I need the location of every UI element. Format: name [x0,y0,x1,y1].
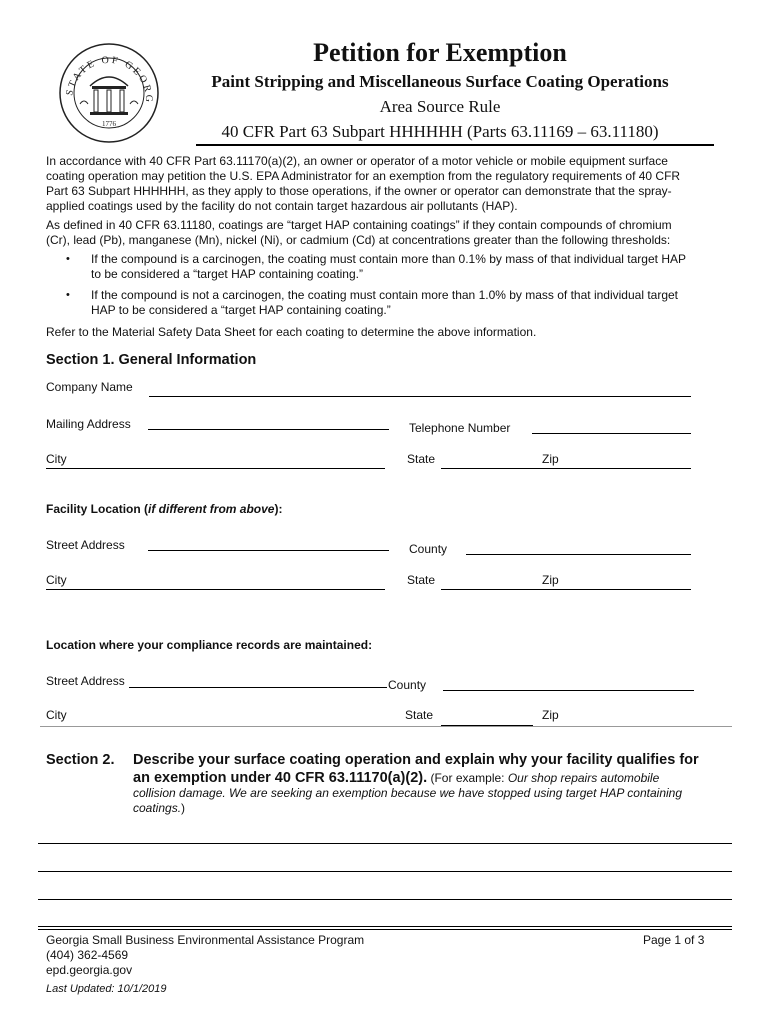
state-label: State [407,573,436,587]
mailing-address-field[interactable] [148,429,389,430]
records-county-field[interactable] [443,690,694,691]
intro-line: In accordance with 40 CFR Part 63.11170(a)(2), an owner or operator of a motor vehicle or mobile equipment surface [46,154,668,168]
section1-title: Section 1. General Information [46,352,257,368]
svg-text:STATE OF GEORGIA [58,42,154,104]
footer-rule [38,929,732,930]
refer-note: Refer to the Material Safety Data Sheet for each coating to determine the above information. [46,325,537,339]
intro-line: Part 63 Subpart HHHHHH, as they apply to those operations, if the owner or operator can demonstrate that the spray- [46,184,672,198]
seal-year: 1776 [102,120,116,128]
intro-paragraph [46,154,728,214]
bullet-item: If the compound is not a carcinogen, the coating must contain more than 1.0% by mass of that individual target HAP to be considered a “target HAP containing coating.” [91,288,679,317]
street-address-label: Street Address [46,674,125,688]
zip-label: Zip [542,573,559,587]
definition-line: As defined in 40 CFR 63.11180, coatings are “target HAP containing coatings” if they contain compounds of chromium [46,218,672,232]
records-location-heading: Location where your compliance records are maintained: [46,638,373,652]
bullet-marker: • [66,289,70,301]
response-line[interactable] [38,871,732,872]
header-rule [196,144,714,146]
page-title: Petition for Exemption [313,38,567,67]
intro-line: coating operation may petition the U.S. EPA Administrator for an exemption from the regulatory requirements of 40 CFR [46,169,681,183]
section2-title-line1: Describe your surface coating operation and explain why your facility qualifies for [133,752,699,768]
section-divider [40,726,732,727]
facility-state-zip-field[interactable] [441,589,691,590]
footer-website[interactable]: epd.georgia.gov [46,963,133,977]
county-label: County [388,678,427,692]
last-updated: Last Updated: 10/1/2019 [46,983,167,995]
intro-line: applied coatings used by the facility do not contain target hazardous air pollutants (HAP). [46,199,518,213]
telephone-label: Telephone Number [409,421,511,435]
rule-name: Area Source Rule [379,97,501,116]
footer-phone: (404) 362-4569 [46,948,129,962]
bullet-item: If the compound is a carcinogen, the coating must contain more than 0.1% by mass of that individual target HAP to be considered a “target HAP containing coating.” [91,252,686,281]
zip-label: Zip [542,708,559,722]
facility-county-field[interactable] [466,554,691,555]
zip-label: Zip [542,452,559,466]
footer-org: Georgia Small Business Environmental Assistance Program [46,933,365,947]
city-label: City [46,708,67,722]
city-label: City [46,573,67,587]
facility-street-field[interactable] [148,550,389,551]
telephone-field[interactable] [532,433,691,434]
definition-line: (Cr), lead (Pb), manganese (Mn), nickel (Ni), or cadmium (Cd) at concentrations greater than the following thresholds: [46,233,671,247]
facility-city-field[interactable] [46,589,385,590]
seal-text: STATE OF GEORG [64,54,155,105]
section2-instructions: an exemption under 40 CFR 63.11170(a)(2). (For example: Our shop repairs automobile collision damage. We are seeking an exemption because we have stopped using target HAP containing coatings.) [133,770,683,815]
company-name-field[interactable] [149,396,691,397]
state-zip-field[interactable] [441,468,691,469]
facility-location-heading: Facility Location (if different from above): [46,502,283,516]
section2-label: Section 2. [46,752,115,768]
county-label: County [409,542,448,556]
bullet-marker: • [66,253,70,265]
records-street-field[interactable] [129,687,387,688]
page-subtitle: Paint Stripping and Miscellaneous Surface Coating Operations [211,72,669,91]
georgia-state-seal [58,42,160,144]
city-label: City [46,452,67,466]
response-line[interactable] [38,926,732,927]
definition-paragraph [46,218,728,248]
city-field[interactable] [46,468,385,469]
page-number: Page 1 of 3 [643,933,705,947]
state-label: State [405,708,434,722]
citation: 40 CFR Part 63 Subpart HHHHHH (Parts 63.11169 – 63.11180) [221,122,659,141]
response-line[interactable] [38,899,732,900]
state-label: State [407,452,436,466]
response-line[interactable] [38,843,732,844]
company-name-label: Company Name [46,380,133,394]
mailing-address-label: Mailing Address [46,417,131,431]
street-address-label: Street Address [46,538,125,552]
